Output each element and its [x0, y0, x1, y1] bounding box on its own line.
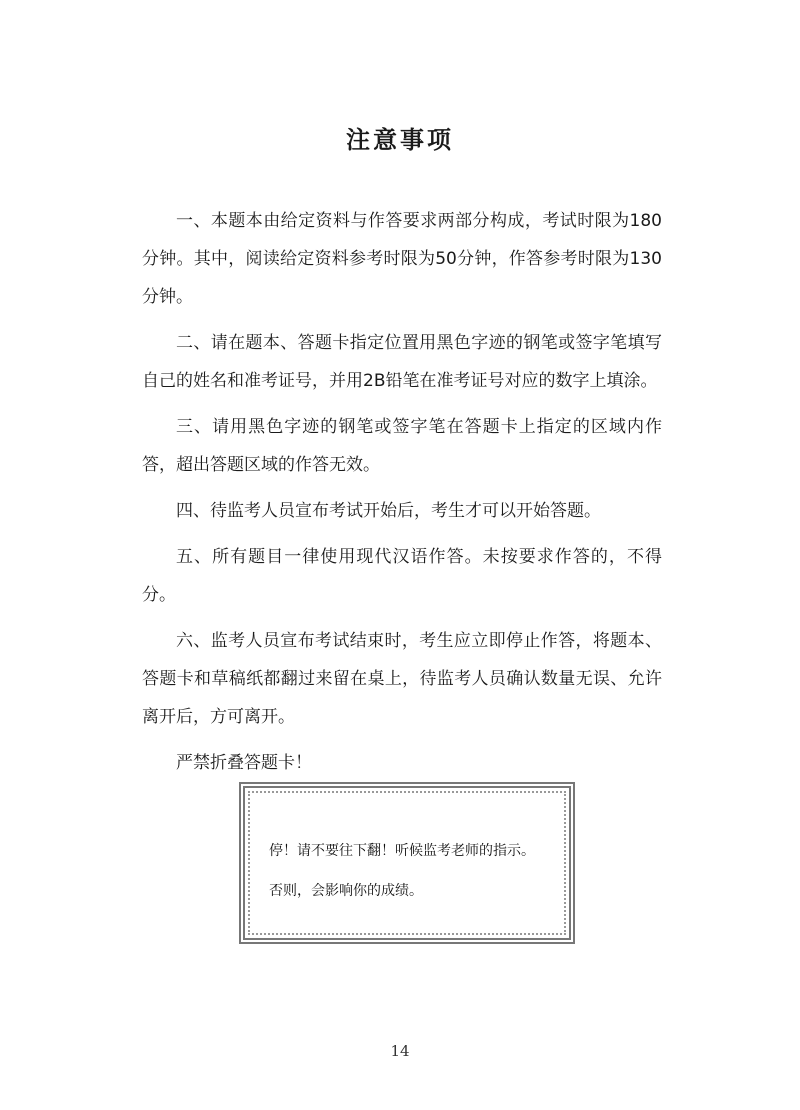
warning-consequence-text: 否则，会影响你的成绩。	[269, 883, 423, 899]
instruction-item: 五、所有题目一律使用现代汉语作答。未按要求作答的，不得分。	[142, 547, 662, 605]
instruction-item: 四、待监考人员宣布考试开始后，考生才可以开始答题。	[176, 501, 601, 521]
instructions-list	[142, 202, 662, 790]
no-folding-notice: 严禁折叠答题卡！	[176, 753, 312, 773]
instruction-item: 二、请在题本、答题卡指定位置用黑色字迹的钢笔或签字笔填写自己的姓名和准考证号，并用2B铅笔在准考证号对应的数字上填涂。	[142, 333, 662, 391]
warning-box	[239, 782, 575, 944]
page-title: 注意事项	[346, 126, 454, 154]
page-number: 14	[390, 1042, 410, 1060]
instruction-item: 六、监考人员宣布考试结束时，考生应立即停止作答，将题本、答题卡和草稿纸都翻过来留在桌上，待监考人员确认数量无误、允许离开后，方可离开。	[142, 631, 662, 727]
instruction-item: 三、请用黑色字迹的钢笔或签字笔在答题卡上指定的区域内作答，超出答题区域的作答无效。	[142, 417, 662, 475]
instruction-item: 一、本题本由给定资料与作答要求两部分构成，考试时限为180分钟。其中，阅读给定资料参考时限为50分钟，作答参考时限为130分钟。	[142, 211, 662, 307]
warning-stop-text: 停！请不要往下翻！听候监考老师的指示。	[269, 843, 535, 859]
